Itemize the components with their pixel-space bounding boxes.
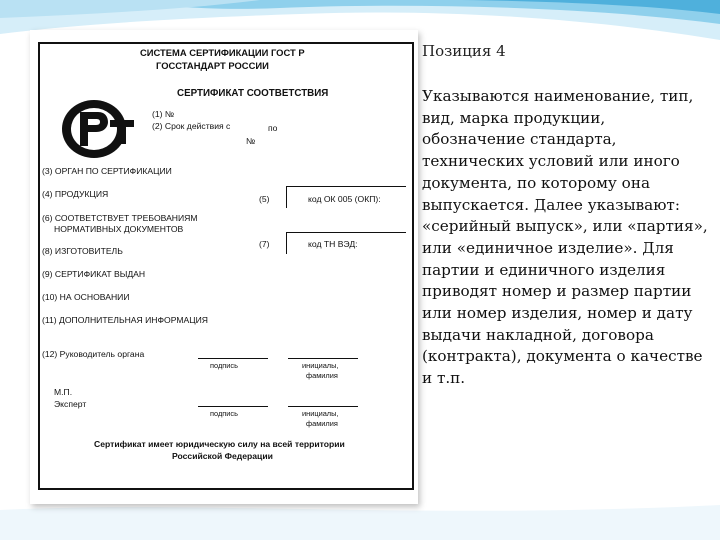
cert-system-line2: ГОССТАНДАРТ РОССИИ	[156, 60, 269, 71]
cert-expert: Эксперт	[54, 399, 87, 409]
cert-signature-line-2	[198, 406, 268, 407]
cert-initials-line-1	[288, 358, 358, 359]
cert-field-11: (11) ДОПОЛНИТЕЛЬНАЯ ИНФОРМАЦИЯ	[42, 315, 208, 325]
cert-field-2: (2) Срок действия с	[152, 121, 231, 131]
cert-field-1: (1) №	[152, 109, 175, 119]
cert-code-tnved: код ТН ВЭД:	[308, 239, 358, 249]
cert-mp: М.П.	[54, 387, 73, 397]
cert-rule-7	[286, 232, 406, 233]
cert-surname-caption-1: фамилия	[306, 371, 338, 380]
gost-r-pct-logo-icon	[58, 96, 138, 162]
slide-body-text: Указываются наименование, тип, вид, марка продукции, обозначение стандарта, технических условий или иного документа, по которому она выпускается. Далее указывают: «серийный выпуск», или «партия», или «единичное изделие». Для партии и единичного изделия приводят номер и размер партии или номер изделия, номер и дату выдачи накладной, договора (контракта), документа о качестве и т.п.	[422, 87, 708, 388]
certificate-image	[30, 30, 418, 504]
cert-divider-5	[286, 186, 287, 208]
cert-field-10: (10) НА ОСНОВАНИИ	[42, 292, 130, 302]
cert-footer-line2: Российской Федерации	[172, 451, 273, 461]
cert-field-6-line1: (6) СООТВЕТСТВУЕТ ТРЕБОВАНИЯМ	[42, 213, 198, 223]
cert-title: СЕРТИФИКАТ СООТВЕТСТВИЯ	[177, 88, 329, 99]
cert-system-line1: СИСТЕМА СЕРТИФИКАЦИИ ГОСТ Р	[140, 47, 305, 58]
cert-footer-line1: Сертификат имеет юридическую силу на всей территории	[94, 439, 345, 449]
cert-code-okp: код ОК 005 (ОКП):	[308, 194, 381, 204]
cert-field-6-line2: НОРМАТИВНЫХ ДОКУМЕНТОВ	[54, 224, 184, 234]
cert-field-9: (9) СЕРТИФИКАТ ВЫДАН	[42, 269, 146, 279]
slide-heading: Позиция 4	[422, 42, 506, 60]
cert-divider-7	[286, 232, 287, 254]
cert-field-3: (3) ОРГАН ПО СЕРТИФИКАЦИИ	[42, 166, 172, 176]
certificate-frame	[38, 42, 414, 490]
cert-surname-caption-2: фамилия	[306, 419, 338, 428]
cert-initials-caption-1: инициалы,	[302, 361, 339, 370]
cert-initials-line-2	[288, 406, 358, 407]
cert-signature-caption-2: подпись	[210, 409, 238, 418]
cert-field-2-no: №	[246, 136, 256, 146]
cert-rule-5	[286, 186, 406, 187]
cert-field-12: (12) Руководитель органа	[42, 349, 145, 359]
cert-field-4: (4) ПРОДУКЦИЯ	[42, 189, 109, 199]
cert-mark-7: (7)	[259, 239, 270, 249]
cert-field-2-po: по	[268, 123, 278, 133]
cert-field-8: (8) ИЗГОТОВИТЕЛЬ	[42, 246, 123, 256]
cert-signature-caption-1: подпись	[210, 361, 238, 370]
cert-signature-line-1	[198, 358, 268, 359]
cert-mark-5: (5)	[259, 194, 270, 204]
cert-initials-caption-2: инициалы,	[302, 409, 339, 418]
